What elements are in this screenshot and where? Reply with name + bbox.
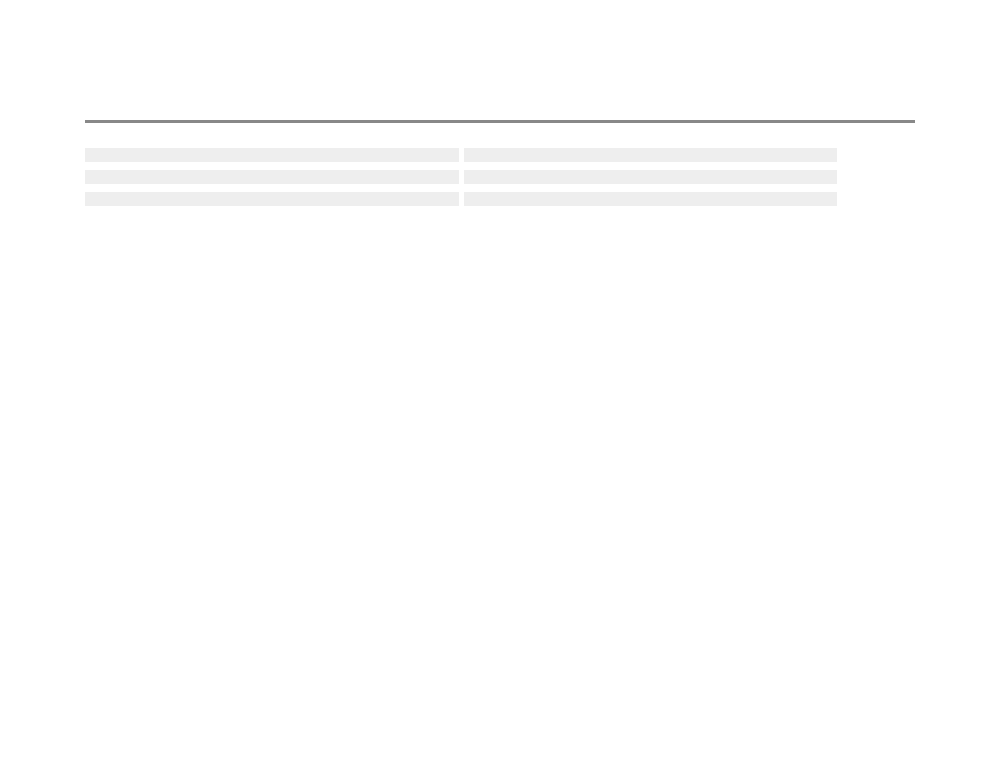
header [85, 60, 915, 123]
left-column [85, 140, 459, 214]
right-column [464, 140, 838, 214]
main-region [85, 140, 915, 744]
